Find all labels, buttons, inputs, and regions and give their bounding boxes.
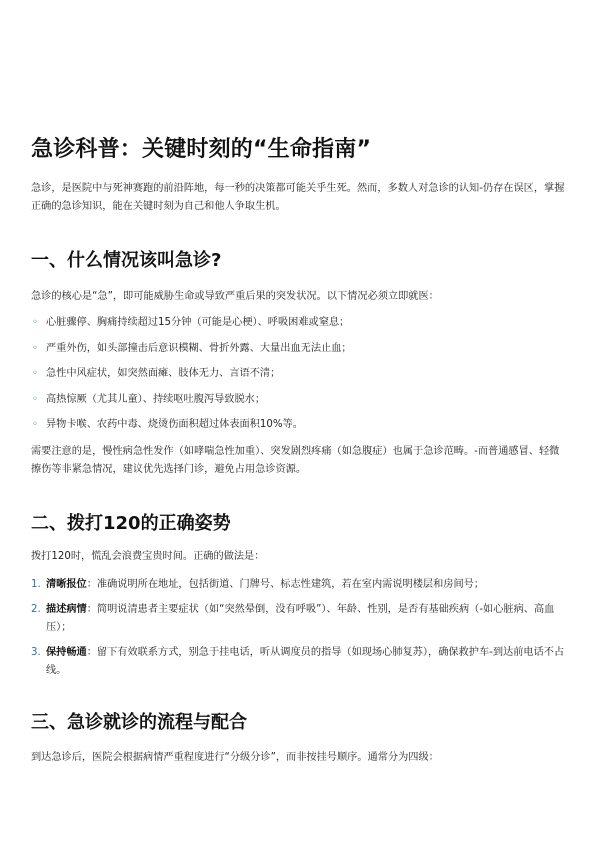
section1-lead: 急诊的核心是“急”，即可能威胁生命或导致严重后果的突发状况。以下情况必须立即就医： <box>31 291 439 302</box>
list-item-text: ：准确说明所在地址，包括街道、门牌号、标志性建筑，若在室内需说明楼层和房间号； <box>86 579 485 590</box>
list-item-label: 保持畅通 <box>46 647 87 658</box>
list-item-text: 高热惊厥（尤其儿童）、持续呕吐腹泻导致脱水； <box>46 393 266 405</box>
list-item <box>31 576 571 594</box>
intro-paragraph: 急诊，是医院中与死神赛跑的前沿阵地，每一秒的决策都可能关乎生死。然而，多数人对急诊的认知-仍存在误区，掌握正确的急诊知识，能在关键时刻为自己和他人争取生机。 <box>31 183 565 212</box>
list-item-label: 清晰报位 <box>46 579 87 590</box>
list-item-text: 急性中风症状，如突然面瘫、肢体无力、言语不清； <box>46 368 281 379</box>
section3-heading: 三、急诊就诊的流程与配合 <box>31 712 247 733</box>
section1-heading: 一、什么情况该叫急诊? <box>31 250 222 271</box>
section1-note: 需要注意的是，慢性病急性发作（如哮喘急性加重）、突发剧烈疼痛（如急腹症）也属于急诊范畴。-而普通感冒、轻微擦伤等非紧急情况，建议优先选择门诊，避免占用急诊资源。 <box>31 446 560 475</box>
list-item <box>31 340 571 366</box>
section1-list <box>31 314 571 442</box>
list-item <box>31 365 571 391</box>
list-item-text: 心脏骤停、胸痛持续超过15分钟（可能是心梗）、呼吸困难或窒息； <box>46 317 350 328</box>
list-number: 2. <box>31 604 41 615</box>
list-item-text: 异物卡喉、农药中毒、烧烫伤面积超过体表面积10%等。 <box>46 419 303 430</box>
list-item-text: ：留下有效联系方式，别急于挂电话，听从调度员的指导（如现场心肺复苏），确保救护车-到达前电话不占线。 <box>46 647 565 676</box>
list-number: 1. <box>31 579 41 590</box>
bullet-icon: ◦ <box>32 393 38 405</box>
list-item-text: ：简明说清患者主要症状（如“突然晕倒，没有呼吸”）、年龄、性别，是否有基础疾病（-如心脏病、高血压）； <box>46 604 555 633</box>
bullet-icon: ◦ <box>32 368 38 379</box>
list-item <box>31 644 571 680</box>
list-number: 3. <box>31 647 41 658</box>
bullet-icon: ◦ <box>32 419 38 430</box>
section2-list <box>31 576 571 687</box>
list-item <box>31 314 571 340</box>
list-item <box>31 601 571 637</box>
section3-lead: 到达急诊后，医院会根据病情严重程度进行“分级分诊”，而非按挂号顺序。通常分为四级： <box>31 752 439 763</box>
section2-lead: 拨打120时，慌乱会浪费宝贵时间。正确的做法是： <box>31 551 265 562</box>
section2-heading: 二、拨打120的正确姿势 <box>31 513 231 534</box>
bullet-icon: ◦ <box>32 317 38 328</box>
bullet-icon: ◦ <box>32 342 38 354</box>
list-item-label: 描述病情 <box>46 604 87 615</box>
list-item-text: 严重外伤，如头部撞击后意识模糊、骨折外露、大量出血无法止血； <box>46 342 352 354</box>
list-item <box>31 416 571 442</box>
list-item <box>31 391 571 417</box>
page-title: 急诊科普：关键时刻的“生命指南” <box>31 137 372 162</box>
